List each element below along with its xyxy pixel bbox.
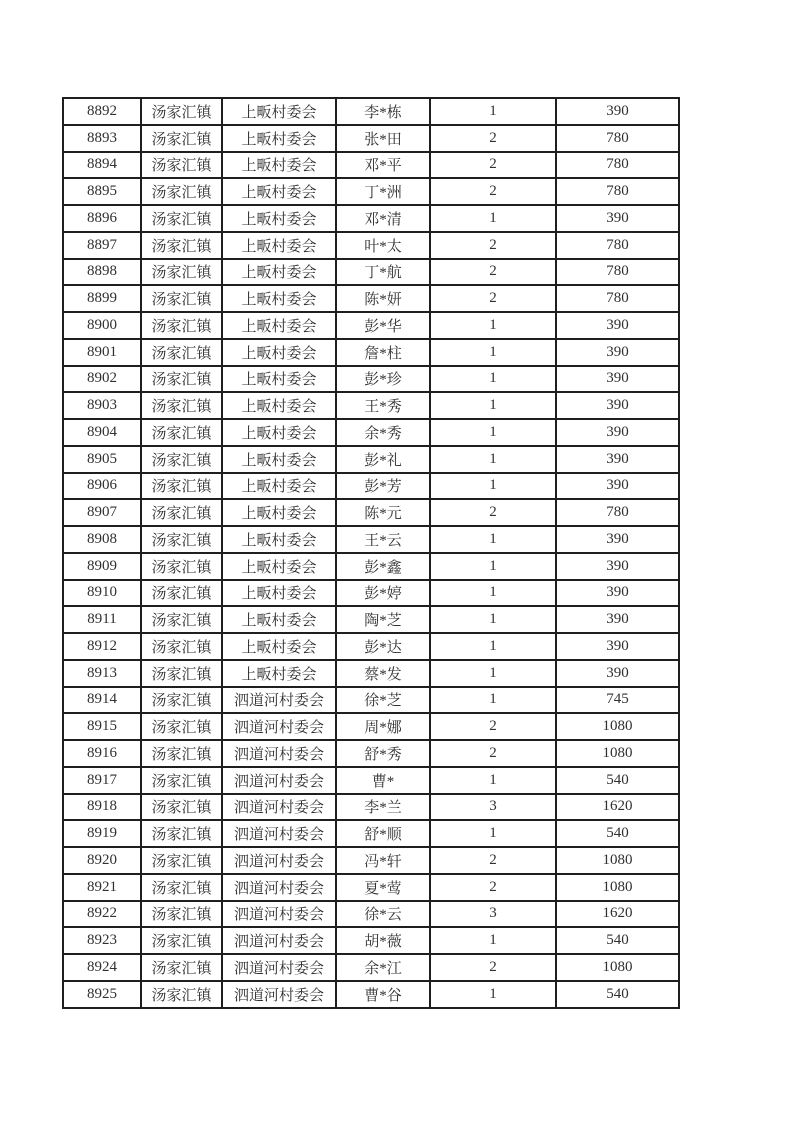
table-cell-person-count: 1	[430, 687, 556, 714]
table-row	[63, 366, 679, 393]
table-cell-person-count: 1	[430, 633, 556, 660]
table-cell-person-count: 2	[430, 178, 556, 205]
table-cell-amount: 1080	[556, 874, 679, 901]
table-cell-town: 汤家汇镇	[141, 874, 222, 901]
table-cell-village-committee: 泗道河村委会	[222, 981, 336, 1008]
table-cell-town: 汤家汇镇	[141, 820, 222, 847]
table-cell-person-name: 丁*航	[336, 259, 430, 286]
table-cell-person-name: 彭*礼	[336, 446, 430, 473]
table-cell-person-count: 2	[430, 847, 556, 874]
table-cell-person-count: 3	[430, 794, 556, 821]
table-cell-serial-number: 8914	[63, 687, 141, 714]
table-cell-person-name: 徐*芝	[336, 687, 430, 714]
table-cell-person-count: 1	[430, 473, 556, 500]
table-row	[63, 794, 679, 821]
table-cell-town: 汤家汇镇	[141, 660, 222, 687]
table-row	[63, 125, 679, 152]
table-cell-person-name: 彭*芳	[336, 473, 430, 500]
table-cell-village-committee: 上畈村委会	[222, 339, 336, 366]
table-cell-amount: 745	[556, 687, 679, 714]
table-cell-person-name: 李*兰	[336, 794, 430, 821]
table-cell-serial-number: 8901	[63, 339, 141, 366]
table-cell-serial-number: 8923	[63, 927, 141, 954]
table-cell-amount: 780	[556, 125, 679, 152]
table-row	[63, 446, 679, 473]
table-cell-person-count: 1	[430, 580, 556, 607]
table-cell-amount: 540	[556, 767, 679, 794]
table-row	[63, 392, 679, 419]
table-cell-town: 汤家汇镇	[141, 901, 222, 928]
table-cell-village-committee: 泗道河村委会	[222, 767, 336, 794]
table-cell-person-name: 夏*莺	[336, 874, 430, 901]
table-cell-serial-number: 8907	[63, 499, 141, 526]
table-cell-village-committee: 泗道河村委会	[222, 794, 336, 821]
table-cell-village-committee: 上畈村委会	[222, 606, 336, 633]
table-cell-town: 汤家汇镇	[141, 285, 222, 312]
table-cell-serial-number: 8916	[63, 740, 141, 767]
table-cell-serial-number: 8896	[63, 205, 141, 232]
table-cell-village-committee: 上畈村委会	[222, 392, 336, 419]
table-row	[63, 954, 679, 981]
table-row	[63, 553, 679, 580]
table-cell-village-committee: 上畈村委会	[222, 553, 336, 580]
table-row	[63, 606, 679, 633]
table-row	[63, 767, 679, 794]
table-cell-person-count: 2	[430, 232, 556, 259]
table-cell-person-count: 1	[430, 312, 556, 339]
table-cell-town: 汤家汇镇	[141, 205, 222, 232]
table-cell-person-name: 邓*平	[336, 152, 430, 179]
table-cell-person-name: 詹*柱	[336, 339, 430, 366]
table-cell-amount: 780	[556, 259, 679, 286]
table-cell-person-count: 1	[430, 205, 556, 232]
table-cell-serial-number: 8906	[63, 473, 141, 500]
table-cell-amount: 390	[556, 580, 679, 607]
table-cell-serial-number: 8921	[63, 874, 141, 901]
table-row	[63, 740, 679, 767]
table-cell-amount: 780	[556, 178, 679, 205]
table-cell-town: 汤家汇镇	[141, 499, 222, 526]
table-cell-amount: 540	[556, 820, 679, 847]
table-cell-village-committee: 泗道河村委会	[222, 847, 336, 874]
table-cell-serial-number: 8909	[63, 553, 141, 580]
table-cell-village-committee: 上畈村委会	[222, 580, 336, 607]
table-cell-person-name: 舒*秀	[336, 740, 430, 767]
table-cell-person-name: 陈*元	[336, 499, 430, 526]
table-cell-amount: 390	[556, 446, 679, 473]
table-cell-serial-number: 8925	[63, 981, 141, 1008]
table-cell-town: 汤家汇镇	[141, 687, 222, 714]
table-body	[63, 98, 679, 1008]
table-row	[63, 981, 679, 1008]
table-cell-serial-number: 8922	[63, 901, 141, 928]
table-cell-person-name: 王*云	[336, 526, 430, 553]
table-row	[63, 820, 679, 847]
table-cell-amount: 390	[556, 98, 679, 125]
table-cell-person-count: 1	[430, 98, 556, 125]
table-cell-serial-number: 8902	[63, 366, 141, 393]
table-cell-person-count: 3	[430, 901, 556, 928]
table-cell-person-count: 1	[430, 339, 556, 366]
table-cell-amount: 780	[556, 152, 679, 179]
table-cell-amount: 390	[556, 339, 679, 366]
table-cell-serial-number: 8908	[63, 526, 141, 553]
table-cell-town: 汤家汇镇	[141, 446, 222, 473]
table-cell-person-count: 2	[430, 954, 556, 981]
table-row	[63, 473, 679, 500]
table-cell-amount: 1080	[556, 954, 679, 981]
table-cell-person-name: 陈*妍	[336, 285, 430, 312]
table-cell-person-name: 周*娜	[336, 713, 430, 740]
table-cell-person-name: 徐*云	[336, 901, 430, 928]
table-cell-village-committee: 泗道河村委会	[222, 820, 336, 847]
table-cell-serial-number: 8920	[63, 847, 141, 874]
table-cell-village-committee: 泗道河村委会	[222, 874, 336, 901]
table-row	[63, 419, 679, 446]
table-row	[63, 874, 679, 901]
table-cell-amount: 1080	[556, 847, 679, 874]
table-cell-person-name: 张*田	[336, 125, 430, 152]
table-row	[63, 339, 679, 366]
table-cell-serial-number: 8892	[63, 98, 141, 125]
table-cell-village-committee: 上畈村委会	[222, 526, 336, 553]
table-cell-person-count: 1	[430, 606, 556, 633]
table-cell-village-committee: 上畈村委会	[222, 499, 336, 526]
table-cell-serial-number: 8919	[63, 820, 141, 847]
table-cell-person-name: 陶*芝	[336, 606, 430, 633]
table-row	[63, 633, 679, 660]
table-cell-person-count: 1	[430, 419, 556, 446]
table-cell-town: 汤家汇镇	[141, 526, 222, 553]
table-cell-person-count: 2	[430, 152, 556, 179]
table-cell-town: 汤家汇镇	[141, 366, 222, 393]
table-cell-town: 汤家汇镇	[141, 178, 222, 205]
table-cell-amount: 540	[556, 981, 679, 1008]
table-cell-serial-number: 8897	[63, 232, 141, 259]
table-row	[63, 285, 679, 312]
table-cell-town: 汤家汇镇	[141, 125, 222, 152]
table-cell-serial-number: 8893	[63, 125, 141, 152]
table-cell-amount: 390	[556, 633, 679, 660]
table-cell-town: 汤家汇镇	[141, 633, 222, 660]
table-cell-person-name: 王*秀	[336, 392, 430, 419]
table-row	[63, 232, 679, 259]
table-cell-person-count: 1	[430, 927, 556, 954]
table-cell-serial-number: 8895	[63, 178, 141, 205]
table-cell-village-committee: 泗道河村委会	[222, 687, 336, 714]
table-cell-person-name: 冯*轩	[336, 847, 430, 874]
table-cell-person-count: 2	[430, 285, 556, 312]
table-row	[63, 178, 679, 205]
table-cell-village-committee: 上畈村委会	[222, 98, 336, 125]
table-cell-person-name: 叶*太	[336, 232, 430, 259]
table-cell-town: 汤家汇镇	[141, 152, 222, 179]
table-cell-person-name: 余*秀	[336, 419, 430, 446]
table-cell-amount: 1080	[556, 713, 679, 740]
table-cell-town: 汤家汇镇	[141, 473, 222, 500]
table-cell-serial-number: 8905	[63, 446, 141, 473]
beneficiary-table	[62, 97, 680, 1009]
table-cell-person-name: 彭*婷	[336, 580, 430, 607]
table-cell-person-name: 曹*	[336, 767, 430, 794]
table-cell-village-committee: 上畈村委会	[222, 259, 336, 286]
table-cell-amount: 390	[556, 553, 679, 580]
table-row	[63, 901, 679, 928]
table-cell-serial-number: 8903	[63, 392, 141, 419]
table-cell-amount: 780	[556, 285, 679, 312]
table-cell-serial-number: 8912	[63, 633, 141, 660]
table-cell-town: 汤家汇镇	[141, 312, 222, 339]
table-row	[63, 580, 679, 607]
table-cell-person-count: 2	[430, 125, 556, 152]
table-cell-person-name: 余*江	[336, 954, 430, 981]
table-cell-serial-number: 8904	[63, 419, 141, 446]
table-cell-amount: 390	[556, 660, 679, 687]
table-cell-serial-number: 8918	[63, 794, 141, 821]
table-cell-person-count: 2	[430, 713, 556, 740]
table-cell-town: 汤家汇镇	[141, 740, 222, 767]
table-cell-person-count: 2	[430, 874, 556, 901]
table-cell-serial-number: 8910	[63, 580, 141, 607]
table-cell-amount: 1080	[556, 740, 679, 767]
table-cell-village-committee: 上畈村委会	[222, 366, 336, 393]
table-cell-village-committee: 泗道河村委会	[222, 713, 336, 740]
table-cell-person-name: 李*栋	[336, 98, 430, 125]
table-cell-amount: 390	[556, 606, 679, 633]
table-cell-village-committee: 上畈村委会	[222, 473, 336, 500]
table-cell-serial-number: 8911	[63, 606, 141, 633]
table-cell-amount: 390	[556, 392, 679, 419]
table-cell-person-count: 1	[430, 446, 556, 473]
table-cell-village-committee: 上畈村委会	[222, 419, 336, 446]
table-cell-amount: 1620	[556, 901, 679, 928]
table-cell-village-committee: 泗道河村委会	[222, 954, 336, 981]
table-cell-village-committee: 上畈村委会	[222, 232, 336, 259]
table-cell-village-committee: 泗道河村委会	[222, 927, 336, 954]
table-cell-town: 汤家汇镇	[141, 713, 222, 740]
table-cell-village-committee: 上畈村委会	[222, 446, 336, 473]
table-cell-person-count: 1	[430, 660, 556, 687]
table-cell-amount: 390	[556, 205, 679, 232]
table-row	[63, 687, 679, 714]
table-row	[63, 312, 679, 339]
table-cell-amount: 540	[556, 927, 679, 954]
table-cell-amount: 390	[556, 366, 679, 393]
table-cell-village-committee: 泗道河村委会	[222, 901, 336, 928]
table-row	[63, 499, 679, 526]
table-cell-person-count: 1	[430, 981, 556, 1008]
table-cell-amount: 390	[556, 473, 679, 500]
table-row	[63, 713, 679, 740]
table-cell-village-committee: 上畈村委会	[222, 178, 336, 205]
table-cell-serial-number: 8900	[63, 312, 141, 339]
table-cell-village-committee: 上畈村委会	[222, 312, 336, 339]
table-cell-person-name: 蔡*发	[336, 660, 430, 687]
table-cell-person-count: 1	[430, 767, 556, 794]
table-cell-village-committee: 上畈村委会	[222, 660, 336, 687]
table-cell-person-name: 邓*清	[336, 205, 430, 232]
table-cell-amount: 780	[556, 232, 679, 259]
table-cell-town: 汤家汇镇	[141, 767, 222, 794]
table-cell-town: 汤家汇镇	[141, 606, 222, 633]
table-cell-village-committee: 上畈村委会	[222, 633, 336, 660]
table-cell-serial-number: 8924	[63, 954, 141, 981]
table-cell-town: 汤家汇镇	[141, 553, 222, 580]
table-row	[63, 660, 679, 687]
table-cell-person-count: 1	[430, 820, 556, 847]
table-cell-village-committee: 上畈村委会	[222, 285, 336, 312]
table-cell-serial-number: 8894	[63, 152, 141, 179]
table-cell-town: 汤家汇镇	[141, 98, 222, 125]
table-cell-town: 汤家汇镇	[141, 232, 222, 259]
table-cell-person-count: 1	[430, 553, 556, 580]
table-cell-person-name: 彭*鑫	[336, 553, 430, 580]
table-cell-town: 汤家汇镇	[141, 580, 222, 607]
table-cell-serial-number: 8915	[63, 713, 141, 740]
table-cell-town: 汤家汇镇	[141, 794, 222, 821]
table-cell-amount: 780	[556, 499, 679, 526]
table-cell-amount: 390	[556, 312, 679, 339]
table-cell-amount: 1620	[556, 794, 679, 821]
table-cell-village-committee: 上畈村委会	[222, 125, 336, 152]
table-cell-person-name: 胡*薇	[336, 927, 430, 954]
table-cell-person-name: 曹*谷	[336, 981, 430, 1008]
table-cell-town: 汤家汇镇	[141, 419, 222, 446]
table-cell-person-count: 2	[430, 499, 556, 526]
table-cell-village-committee: 上畈村委会	[222, 205, 336, 232]
table-cell-person-count: 1	[430, 366, 556, 393]
table-cell-serial-number: 8917	[63, 767, 141, 794]
table-cell-town: 汤家汇镇	[141, 847, 222, 874]
table-row	[63, 927, 679, 954]
table-cell-person-count: 2	[430, 259, 556, 286]
table-row	[63, 259, 679, 286]
table-cell-town: 汤家汇镇	[141, 259, 222, 286]
table-row	[63, 98, 679, 125]
table-cell-person-count: 2	[430, 740, 556, 767]
table-cell-town: 汤家汇镇	[141, 392, 222, 419]
table-row	[63, 847, 679, 874]
table-cell-person-name: 彭*达	[336, 633, 430, 660]
table-cell-amount: 390	[556, 419, 679, 446]
table-row	[63, 152, 679, 179]
table-cell-town: 汤家汇镇	[141, 954, 222, 981]
table-cell-person-count: 1	[430, 392, 556, 419]
table-cell-serial-number: 8899	[63, 285, 141, 312]
table-cell-town: 汤家汇镇	[141, 927, 222, 954]
table-cell-town: 汤家汇镇	[141, 981, 222, 1008]
table-cell-person-count: 1	[430, 526, 556, 553]
table-cell-village-committee: 泗道河村委会	[222, 740, 336, 767]
table-cell-person-name: 舒*顺	[336, 820, 430, 847]
table-cell-person-name: 丁*洲	[336, 178, 430, 205]
table-row	[63, 205, 679, 232]
table-cell-amount: 390	[556, 526, 679, 553]
table-cell-serial-number: 8898	[63, 259, 141, 286]
table-cell-person-name: 彭*珍	[336, 366, 430, 393]
table-cell-person-name: 彭*华	[336, 312, 430, 339]
table-cell-village-committee: 上畈村委会	[222, 152, 336, 179]
table-cell-serial-number: 8913	[63, 660, 141, 687]
table-cell-town: 汤家汇镇	[141, 339, 222, 366]
table-row	[63, 526, 679, 553]
